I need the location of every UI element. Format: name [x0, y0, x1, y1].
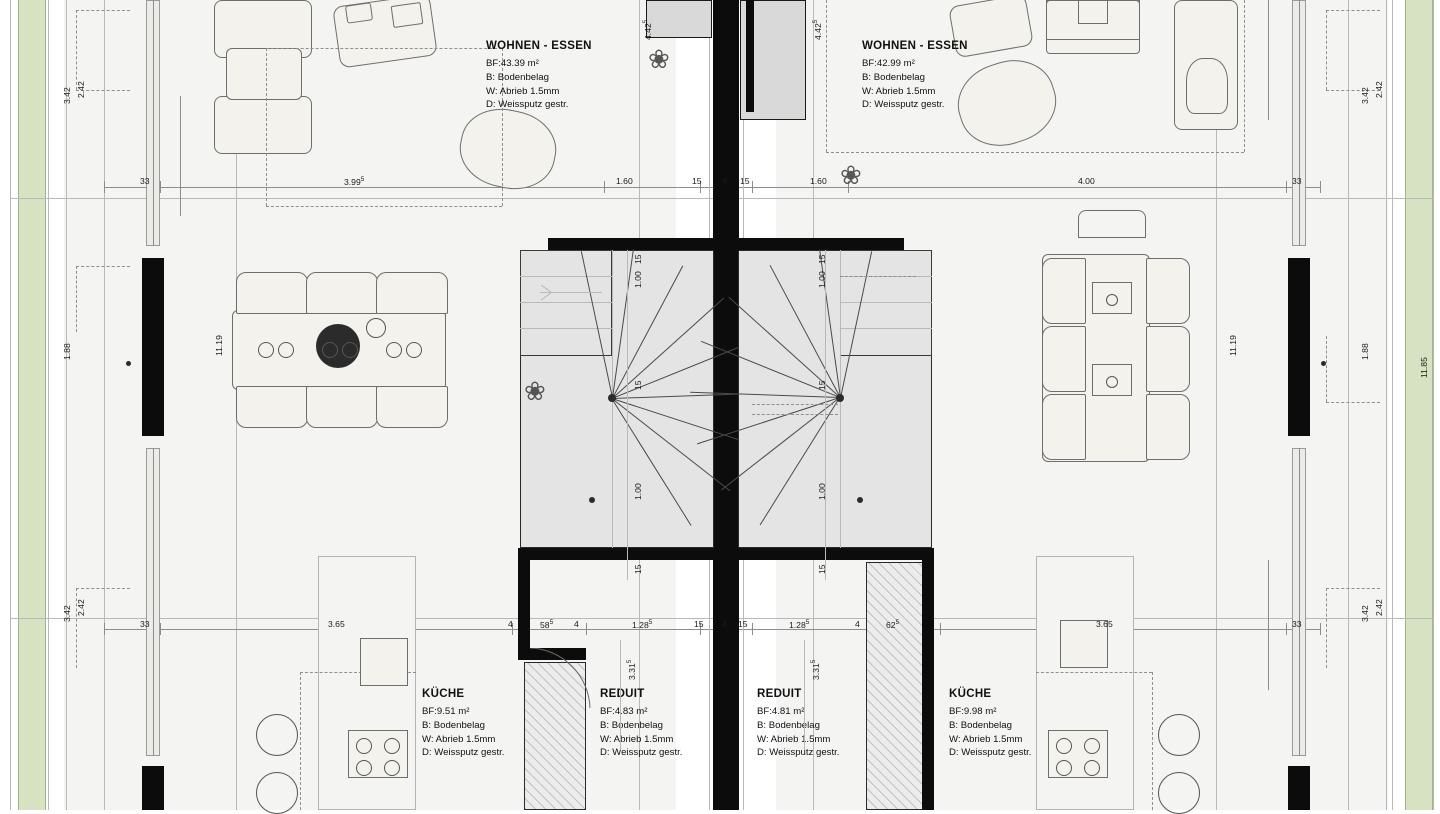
hob-burner-right [1084, 760, 1100, 776]
kitchen-left-outline-side [300, 672, 301, 810]
window-mullion-right [1299, 0, 1300, 246]
site-strip-right [1405, 0, 1433, 810]
door-swing-left [530, 648, 592, 710]
dim-core-15-6: 15 [817, 564, 827, 574]
room-title: KÜCHE [422, 688, 465, 700]
dim-core-15-3: 15 [633, 564, 643, 574]
exterior-wall-left-upper [142, 258, 164, 436]
core-dim-leader-left [627, 250, 628, 580]
room-label-kueche-left [422, 686, 504, 760]
dim-core-331-left: 3.31$^5$ [626, 659, 637, 680]
plant-icon-upper-left: ❀ [648, 44, 670, 74]
reduit-wall-left [518, 548, 530, 656]
dim-right-242-top: 2.42 [1374, 81, 1384, 98]
construction-line-left-d [76, 266, 77, 332]
dim-tick [104, 623, 105, 635]
dim-core-100-3: 1.00 [817, 271, 827, 288]
book-on-table-left [391, 2, 424, 28]
hob-burner-right [1056, 738, 1072, 754]
tray-on-table-left [345, 2, 373, 23]
core-dim-leader-left-2 [620, 640, 621, 750]
hob-burner-right [1056, 760, 1072, 776]
room-label-reduit-right [757, 686, 839, 760]
stair-tread-line-right [840, 302, 932, 303]
dim-upper-4: 4 [722, 176, 727, 186]
grid-line-right-c [1386, 0, 1387, 810]
stair-opening-line-left [840, 276, 916, 277]
artwork-right [1046, 0, 1140, 40]
room-title: WOHNEN - ESSEN [862, 40, 968, 52]
dim-tick [104, 181, 105, 193]
dim-upper-400: 4.00 [1078, 176, 1095, 186]
construction-line-left-b [76, 10, 130, 11]
reduit-wall-right [922, 548, 934, 810]
dim-tick [940, 623, 941, 635]
rug-outline-left-bottom [266, 206, 502, 207]
stair-wall-left-top-beam [548, 238, 714, 250]
dim-right-188: 1.88 [1360, 343, 1370, 360]
room-walls: W: Abrieb 1.5mm [422, 733, 496, 745]
room-label-kueche-right [949, 686, 1031, 760]
dim-lower-365-left: 3.65 [328, 619, 345, 629]
room-walls: W: Abrieb 1.5mm [862, 85, 936, 97]
dining-chair-right [1042, 326, 1086, 392]
dim-core-100-2: 1.00 [633, 483, 643, 500]
dining-chair-left [236, 386, 308, 428]
window-mullion-left-2 [153, 448, 154, 756]
dim-upper-160-right: 1.60 [810, 176, 827, 186]
dim-core-15-4: 15 [817, 254, 827, 264]
room-title: KÜCHE [949, 688, 992, 700]
room-walls: W: Abrieb 1.5mm [486, 85, 560, 97]
door-leaf-right-2 [1268, 0, 1269, 120]
room-title: WOHNEN - ESSEN [486, 40, 592, 52]
dim-lower-33-right: 33 [1292, 619, 1302, 629]
dim-tick [1286, 623, 1287, 635]
room-label-wohnen-essen-right [862, 38, 968, 112]
room-ceiling: D: Weissputz gestr. [949, 747, 1032, 759]
dining-chair-left [306, 386, 378, 428]
partition-top-right-core [746, 0, 754, 112]
dim-tick [1286, 181, 1287, 193]
dim-core-15-1: 15 [633, 254, 643, 264]
dim-core-100-4: 1.00 [817, 483, 827, 500]
kitchen-right-outline-top [1036, 672, 1152, 673]
plant-icon-upper-right: ❀ [840, 160, 862, 190]
hob-burner-right [1084, 738, 1100, 754]
construction-line-left-g [76, 588, 130, 589]
dim-tick [752, 623, 753, 635]
plate-icon-left [406, 342, 422, 358]
dim-top-442-left: 4.42$^5$ [642, 19, 653, 40]
grid-line-right-b [1348, 0, 1349, 810]
site-strip-left [18, 0, 46, 810]
room-ceiling: D: Weissputz gestr. [757, 747, 840, 759]
dim-upper-160-left: 1.60 [616, 176, 633, 186]
dim-right-242-bottom: 2.42 [1374, 599, 1384, 616]
dim-right-1119: 11.19 [1228, 335, 1238, 356]
plate-icon-left [386, 342, 402, 358]
rug-outline-left-side [266, 48, 267, 206]
dim-upper-15a: 15 [692, 176, 702, 186]
room-area: BF:4.83 m² [600, 706, 648, 718]
room-ceiling: D: Weissputz gestr. [422, 747, 505, 759]
dim-right-1185: 11.85 [1419, 357, 1429, 378]
room-floor: B: Bodenbelag [422, 719, 485, 731]
room-label-reduit-left [600, 686, 682, 760]
dim-core-15-5: 15 [817, 380, 827, 390]
partition-top-left [646, 0, 712, 38]
room-ceiling: D: Weissputz gestr. [486, 99, 569, 111]
dim-upper-15b: 15 [740, 176, 750, 186]
stair-handrail-dot-right [857, 497, 863, 503]
dim-upper-33-left: 33 [140, 176, 150, 186]
section-marker-left [180, 96, 181, 216]
construction-line-right-a [1326, 10, 1327, 90]
room-ceiling: D: Weissputz gestr. [600, 747, 683, 759]
exterior-wall-left-lower [142, 766, 164, 810]
dim-tick [1320, 181, 1321, 193]
dim-core-331-right: 3.31$^5$ [810, 659, 821, 680]
room-ceiling: D: Weissputz gestr. [862, 99, 945, 111]
dim-right-342-bottom: 3.42 [1360, 605, 1370, 622]
dining-chair-left [236, 272, 308, 314]
party-wall [713, 0, 739, 810]
frame-line-left-outer [10, 0, 11, 810]
dim-top-442-right: 4.42$^5$ [812, 19, 823, 40]
dim-lower-4d: 4 [855, 619, 860, 629]
dim-right-342-top: 3.42 [1360, 87, 1370, 104]
dim-lower-365-right: 3.65 [1096, 619, 1113, 629]
dim-left-342-top: 3.42 [62, 87, 72, 104]
room-title: REDUIT [757, 688, 802, 700]
room-area: BF:42.99 m² [862, 58, 915, 70]
room-floor: B: Bodenbelag [949, 719, 1012, 731]
plate-icon-left [278, 342, 294, 358]
dim-left-188: 1.88 [62, 343, 72, 360]
hob-burner-left [384, 738, 400, 754]
dim-upper-399: 3.99$^5$ [344, 176, 365, 187]
plate-icon-right [1106, 294, 1118, 306]
dining-chair-left [376, 272, 448, 314]
section-marker-right [1268, 560, 1269, 690]
dim-tick [604, 181, 605, 193]
dim-lower-625: $62^5$ [886, 619, 900, 630]
rug-outline-right-side [826, 0, 827, 152]
hob-burner-left [356, 760, 372, 776]
dim-left-242-top: 2.42 [76, 81, 86, 98]
rug-outline-right-side2 [1244, 0, 1245, 152]
stool-right [1158, 772, 1200, 814]
sofa-left-section [214, 96, 312, 154]
dim-tick [586, 623, 587, 635]
plate-icon-right [1106, 376, 1118, 388]
stool-right [1158, 714, 1200, 756]
stair-handrail-dot-left [589, 497, 595, 503]
dim-lower-1285-right: 1.28$^5$ [789, 619, 810, 630]
construction-line-right-d [1326, 336, 1327, 402]
room-label-wohnen-essen-left [486, 38, 592, 112]
core-dim-leader-right [825, 250, 826, 580]
plant-icon-mid-left: ❀ [524, 376, 546, 406]
plate-icon-left [342, 342, 358, 358]
grid-line-left-b [104, 0, 105, 810]
rug-outline-right-bottom [826, 152, 1244, 153]
hob-burner-left [384, 760, 400, 776]
dining-chair-left [376, 386, 448, 428]
window-mullion-left [153, 0, 154, 246]
stair-newel-left [608, 394, 616, 402]
dining-chair-right [1042, 394, 1086, 460]
construction-line-left-a [76, 10, 77, 90]
room-walls: W: Abrieb 1.5mm [949, 733, 1023, 745]
dim-core-15-2: 15 [633, 380, 643, 390]
room-area: BF:43.39 m² [486, 58, 539, 70]
construction-line-right-b [1326, 10, 1380, 11]
dim-left-1119: 11.19 [214, 335, 224, 356]
room-walls: W: Abrieb 1.5mm [600, 733, 674, 745]
room-title: REDUIT [600, 688, 645, 700]
dining-chair-right [1146, 326, 1190, 392]
room-floor: B: Bodenbelag [486, 71, 549, 83]
window-hinge-dot-left [126, 361, 131, 366]
room-area: BF:4.81 m² [757, 706, 805, 718]
dim-lower-4b: 4 [574, 619, 579, 629]
dim-lower-15a: 15 [694, 619, 704, 629]
hob-burner-left [356, 738, 372, 754]
dim-lower-4c: 4 [722, 619, 727, 629]
exterior-wall-right-upper [1288, 258, 1310, 436]
exterior-wall-right-lower [1288, 766, 1310, 810]
construction-line-right-c [1326, 90, 1380, 91]
sofa-left-back [226, 48, 302, 100]
construction-line-left-e [76, 266, 130, 267]
stair-wall-right-foot [738, 548, 934, 560]
construction-line-right-g [1326, 588, 1380, 589]
kitchen-sink-left [360, 638, 408, 686]
plate-icon-left [366, 318, 386, 338]
room-floor: B: Bodenbelag [862, 71, 925, 83]
window-mullion-right-2 [1299, 448, 1300, 756]
sofa-right-cushion [1186, 58, 1228, 114]
dim-lower-4a: 4 [508, 619, 513, 629]
frame-line-left-inner [48, 0, 49, 810]
dim-tick [160, 181, 161, 193]
dim-lower-15b: 15 [738, 619, 748, 629]
stair-newel-right [836, 394, 844, 402]
dim-lower-585: $58^5$ [540, 619, 554, 630]
kitchen-right-outline-side [1152, 672, 1153, 810]
room-floor: B: Bodenbelag [600, 719, 663, 731]
grid-line-left-a [66, 0, 67, 810]
stair-tread-line-left [520, 276, 612, 277]
dim-upper-33-right: 33 [1292, 176, 1302, 186]
stair-wall-left-foot [518, 548, 714, 560]
stair-landing-right [840, 250, 932, 356]
frame-line-right-outer [1433, 0, 1434, 810]
room-floor: B: Bodenbelag [757, 719, 820, 731]
rug-outline-left-top [266, 48, 502, 49]
stair-landing-left [520, 250, 612, 356]
stool-left [256, 772, 298, 814]
dining-chair-right [1042, 258, 1086, 324]
dim-lower-33-left: 33 [140, 619, 150, 629]
dim-left-342-bottom: 3.42 [62, 605, 72, 622]
frame-line-right-inner [1392, 0, 1393, 810]
dim-tick [752, 181, 753, 193]
dim-core-100-1: 1.00 [633, 271, 643, 288]
room-walls: W: Abrieb 1.5mm [757, 733, 831, 745]
dim-tick [1320, 623, 1321, 635]
dim-tick [160, 623, 161, 635]
room-area: BF:9.51 m² [422, 706, 470, 718]
sideboard-right [1078, 210, 1146, 238]
stair-wall-right-top-beam [738, 238, 904, 250]
plate-icon-left [322, 342, 338, 358]
dim-left-242-bottom: 2.42 [76, 599, 86, 616]
core-dim-leader-right-2 [804, 640, 805, 750]
stool-left [256, 714, 298, 756]
construction-line-right-e [1326, 402, 1380, 403]
dining-chair-right [1146, 394, 1190, 460]
dim-rail-lower [104, 629, 1320, 630]
room-area: BF:9.98 m² [949, 706, 997, 718]
dim-lower-1285-left: 1.28$^5$ [632, 619, 653, 630]
dining-chair-right [1146, 258, 1190, 324]
construction-line-right-f [1326, 588, 1327, 668]
plate-icon-left [258, 342, 274, 358]
stair-tread-line-left [520, 302, 612, 303]
dining-chair-left [306, 272, 378, 314]
dim-rail-upper [104, 187, 1320, 188]
